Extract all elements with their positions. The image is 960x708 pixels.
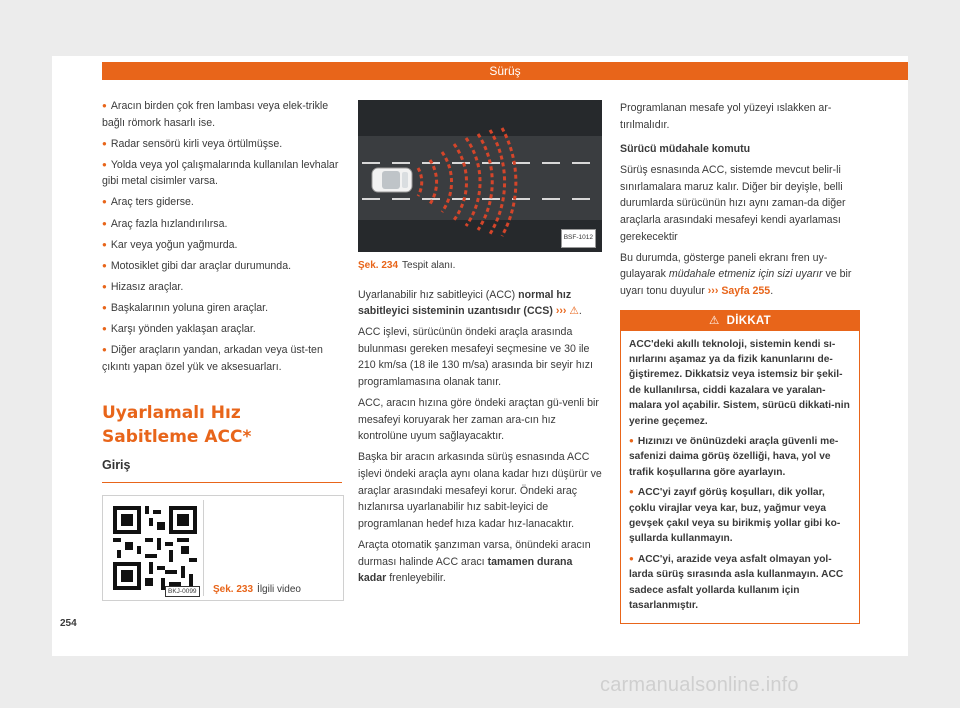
reference-arrow[interactable]: ››› [707,284,719,297]
warning-item: ● Hızınızı ve önünüzdeki araçla güvenli me-safenizi daima görüş özelliği, hava, yol ve trafik koşullarına göre ayarlayın. [629,433,851,480]
section-title: Uyarlamalı Hız Sabitleme ACC* [102,403,252,448]
warning-triangle-icon: ⚠ [708,314,720,327]
paragraph-bold-text: tamamen durana kadar [358,555,573,585]
warning-title: DİKKAT [726,314,771,327]
page-number: 254 [60,618,77,629]
subheading-driver-intervention: Sürücü müdahale komutu [620,143,751,156]
column-3 [620,100,860,624]
paragraph: Başka bir aracın arkasında sürüş esnasında ACC işlevi öndeki araçla aynı olana kadar hızı düşürür ve araçlar arasındaki mesafeyi korur. Öndeki araç hızlanırsa uyarlanabilir hız sabit-leyici de programlanan hedef hıza kadar hız-lanacaktır. [358,451,602,530]
figure-number: Şek. 233 [213,583,254,595]
list-item: ● Diğer araçların yandan, arkadan veya üst-ten çıkıntı yapan özel yük ve aksesuarları. [102,342,342,375]
figure-caption-text: İlgili video [257,583,301,595]
figure-caption [213,582,301,599]
column-2 [358,100,602,591]
warning-box [620,310,860,625]
list-item: ● Motosiklet gibi dar araçlar durumunda. [102,258,342,275]
chapter-header: Sürüş [102,62,908,80]
warning-item: ● ACC'yi zayıf görüş koşulları, dik yollar, çoklu virajlar veya kar, buz, yağmur veya gevşek çakıl veya su birikmiş yollar gibi ko-şullarda kullanmayın. [629,484,851,547]
warning-triangle-icon[interactable]: ⚠ [569,305,579,318]
figure-caption [358,258,602,275]
list-item: ● Yolda veya yol çalışmalarında kullanılan levhalar gibi metal cisimler varsa. [102,157,342,190]
paragraph: Sürüş esnasında ACC, sistemde mevcut belir-li sınırlamalara maruz kalır. Diğer bir deyişle, belli durumlarda sürücünün hızı aynı zaman-da diğer araçlarla arasındaki mesafeyi kendi ayarlaması gerekecektir [620,164,846,243]
watermark: carmanualsonline.info [600,674,799,696]
list-item: ● Araç fazla hızlandırılırsa. [102,216,342,233]
warning-intro: ACC'deki akıllı teknoloji, sistemin kendi sı-nırlarını aşamaz ya da fizik kanunlarını de-ğiştiremez. Dikkatsiz veya istemsiz bir şekil-de kullanılırsa, ciddi kazalara ve yaralan-malara yol açabilir. Sistem, sürücü dikkati-nin yerine geçemez. [629,338,850,427]
warning-item: ● ACC'yi, arazide veya asfalt olmayan yol-larda sürüş sırasında asla kullanmayın. ACC sadece asfalt yollarda kullanım için tasarlanmıştır. [629,551,851,614]
page-reference-link[interactable]: Sayfa 255 [721,284,771,297]
section-divider [102,482,342,483]
warning-header [621,311,859,331]
qr-code-panel [107,500,204,596]
list-item: ● Radar sensörü kirli veya örtülmüşse. [102,136,342,153]
paragraph: ACC işlevi, sürücünün öndeki araçla arasında bulunması gereken mesafeyi seçmesine ve 30 ile 210 km/sa (18 ile 130 m/sa) arasında bir seyir hızı programlamasına olanak tanır. [358,326,593,389]
figure-number: Şek. 234 [358,260,399,271]
subheading-intro: Giriş [102,458,131,473]
figure-code-label: BSF-1012 [561,229,596,248]
paragraph [358,537,602,587]
list-item: ● Araç ters giderse. [102,194,342,211]
list-item: ● Kar veya yoğun yağmurda. [102,237,342,254]
warning-body [621,331,859,624]
intro-text: Uyarlanabilir hız sabitleyici (ACC) [358,288,516,301]
paragraph-text-end: frenleyebilir. [389,572,446,585]
intro-bold-text: normal hız sabitleyici sisteminin uzantısıdır (CCS) [358,288,572,318]
paragraph-italic-text: müdahale etmeniz için sizi uyarır [668,268,823,281]
list-item: ● Karşı yönden yaklaşan araçlar. [102,321,342,338]
qr-code-label: BKJ-0099 [165,586,200,597]
reference-arrow[interactable]: ››› [555,305,567,318]
paragraph-intro: Uyarlanabilir hız sabitleyici (ACC) normal hız sabitleyici sisteminin uzantısıdır (CCS) ››› ⚠. [358,288,582,318]
list-item: ● Hizasız araçlar. [102,279,342,296]
list-item: ● Aracın birden çok fren lambası veya elek-trikle bağlı römork hasarlı ise. [102,98,342,131]
paragraph-text: Bu durumda, gösterge paneli ekranı fren uy-gulayarak [620,251,828,281]
list-item: ● Başkalarının yoluna giren araçlar. [102,300,342,317]
paragraph: Programlanan mesafe yol yüzeyi ıslakken ar-tırılmalıdır. [620,102,832,131]
paragraph: ACC, aracın hızına göre öndeki araçtan gü-venli bir mesafeyi koruyarak her zaman ara-cın hız kontrolüne uyum sağlayacaktır. [358,397,599,443]
paragraph: Bu durumda, gösterge paneli ekranı fren uy-gulayarak müdahale etmeniz için sizi uyarır ve bir uyarı tonu duyulur ››› Sayfa 255. [620,251,852,297]
column-1 [102,98,342,601]
qr-code-icon [113,506,197,590]
figure-caption-text: Tespit alanı. [402,260,456,271]
paragraph-text-end: ve bir uyarı tonu duyulur [620,268,852,297]
video-link-box[interactable] [102,495,344,601]
paragraph-text: Araçta otomatik şanzıman varsa, önündeki aracın durması halinde ACC aracı [358,538,591,568]
acc-detection-figure [358,100,602,252]
